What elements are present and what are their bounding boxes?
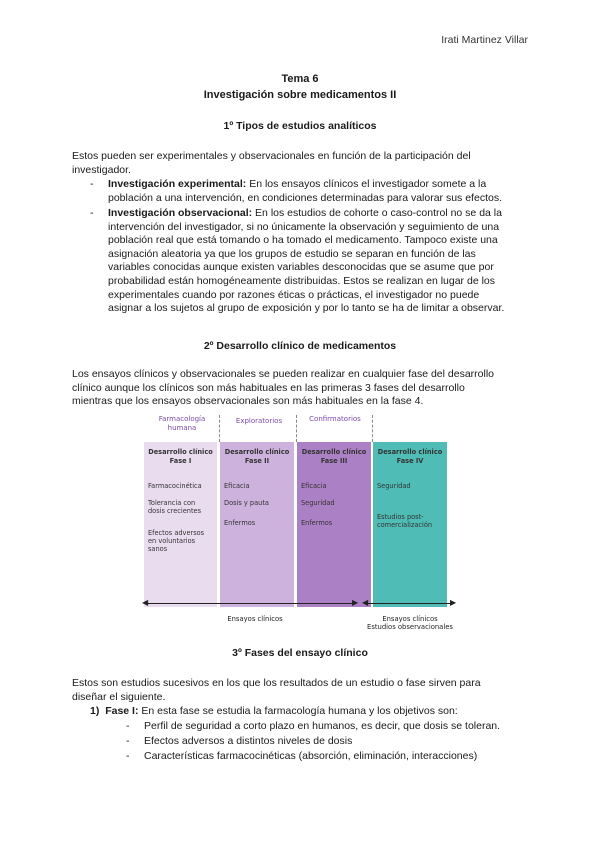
phase-column-title: Desarrollo clínico Fase IV bbox=[377, 448, 443, 465]
author-name: Irati Martinez Villar bbox=[441, 34, 528, 46]
bullet-text-line: En los ensayos clínicos el investigador somete a la bbox=[246, 178, 487, 190]
phase-column-title: Desarrollo clínico Fase III bbox=[301, 448, 367, 465]
section1-intro-line1: Estos pueden ser experimentales y observacionales en función de la participación del bbox=[72, 150, 471, 162]
phase-column-item: Seguridad bbox=[301, 499, 335, 507]
divider bbox=[296, 415, 297, 442]
section1-heading: 1º Tipos de estudios analíticos bbox=[223, 120, 377, 132]
axis-label-phase4-trials: Ensayos clínicos bbox=[382, 615, 438, 623]
item-number: 1) bbox=[90, 705, 100, 717]
phase-column-item: Estudios post-comercialización bbox=[377, 513, 433, 529]
bullet-dash: - bbox=[126, 735, 130, 747]
sub-bullet-text: Características farmacocinéticas (absorción, eliminación, interacciones) bbox=[144, 750, 478, 762]
phase-column-3 bbox=[297, 442, 371, 607]
section1-intro-line2: investigador. bbox=[72, 163, 131, 176]
axis-label-observational: Estudios observacionales bbox=[367, 623, 453, 631]
section3-heading: 3º Fases del ensayo clínico bbox=[232, 647, 368, 659]
phase-column-item: Enfermos bbox=[224, 519, 256, 527]
phase-column-item: Tolerancia con dosis crecientes bbox=[148, 499, 202, 515]
doc-title-topic: Tema 6 bbox=[281, 73, 319, 85]
phase-column-title: Desarrollo clínico Fase I bbox=[148, 448, 213, 465]
arrow-left-icon: ◀ bbox=[362, 598, 369, 607]
bullet-text-line: población real que está tomando o ha tomado el medicamento. Tampoco existe una bbox=[108, 234, 498, 247]
bullet-text-line: variables conocidas aunque existen variables desconocidas que se asume que por bbox=[108, 261, 494, 274]
bullet-text-line: intervención del investigador, si no únicamente la observación y seguimiento de una bbox=[108, 220, 500, 233]
item-label: Fase I: bbox=[105, 705, 139, 717]
phase-column-4 bbox=[373, 442, 447, 607]
bullet-text-line: experimentales cuando por razones éticas o prácticas, el investigador no puede bbox=[108, 288, 480, 301]
bullet-text-line: asignación aleatoria ya que los grupos de estudio se separan en función de las bbox=[108, 247, 476, 260]
bullet-dash: - bbox=[126, 750, 130, 762]
phase-type-exploratory: Exploratorios bbox=[235, 417, 283, 425]
bullet-text-line: probabilidad están homogéneamente distribuidas. Estos se realizan en lugar de los bbox=[108, 274, 495, 287]
item-text: En esta fase se estudia la farmacología humana y los objetivos son: bbox=[138, 705, 458, 717]
bullet-text-line: asignar a los sujetos al grupo de exposición y por lo tanto se ha de limitar a observar. bbox=[108, 302, 505, 315]
phase-column-item: Eficacia bbox=[301, 482, 327, 490]
section3-intro-line1: Estos son estudios sucesivos en los que los resultados de un estudio o fase sirven para bbox=[72, 677, 481, 689]
phase-column-item: Eficacia bbox=[224, 482, 250, 490]
phase-column-title: Desarrollo clínico Fase II bbox=[224, 448, 290, 465]
doc-title-subject: Investigación sobre medicamentos II bbox=[203, 89, 397, 101]
section2-heading: 2º Desarrollo clínico de medicamentos bbox=[203, 340, 397, 352]
divider bbox=[219, 415, 220, 442]
phase-type-human-pharmacology: Farmacología humana bbox=[158, 415, 206, 432]
numbered-item-phase1 bbox=[90, 705, 528, 719]
axis-label-clinical-trials: Ensayos clínicos bbox=[227, 615, 283, 623]
bullet-label: Investigación experimental: bbox=[108, 178, 247, 190]
section3-intro-line2: diseñar el siguiente. bbox=[72, 690, 166, 703]
clinical-development-diagram bbox=[140, 415, 470, 640]
bullet-dash: - bbox=[90, 207, 94, 219]
bullet-text-line: En los estudios de cohorte o caso-control no se da la bbox=[252, 207, 502, 219]
phase-column-2 bbox=[220, 442, 294, 607]
arrow-left-icon: ◀ bbox=[142, 598, 149, 607]
section3-intro bbox=[72, 677, 528, 704]
arrow-right-icon: ▶ bbox=[450, 598, 457, 607]
phase-column-item: Dosis y pauta bbox=[224, 499, 269, 507]
phase-column-item: Efectos adversos en voluntarios sanos bbox=[148, 529, 205, 553]
sub-bullet-text: Efectos adversos a distintos niveles de dosis bbox=[144, 735, 353, 747]
section2-line: mientras que los ensayos observacionales son más habituales en la fase 4. bbox=[72, 395, 424, 408]
arrow-right-icon: ▶ bbox=[352, 598, 359, 607]
section2-line: Los ensayos clínicos y observacionales se pueden realizar en cualquier fase del desarrollo bbox=[72, 368, 494, 380]
phase-type-confirmatory: Confirmatorios bbox=[309, 415, 361, 423]
bullet-dash: - bbox=[126, 720, 130, 732]
bullet-dash: - bbox=[90, 178, 94, 190]
bullet-label: Investigación observacional: bbox=[108, 207, 253, 219]
section2-paragraph bbox=[72, 368, 528, 409]
phase-column-item: Enfermos bbox=[301, 519, 333, 527]
sub-bullet-text: Perfil de seguridad a corto plazo en humanos, es decir, que dosis se toleran. bbox=[144, 720, 501, 732]
section1-intro bbox=[72, 150, 528, 177]
divider bbox=[372, 415, 373, 442]
phase-column-item: Seguridad bbox=[377, 482, 411, 490]
phase4-axis bbox=[368, 603, 454, 604]
phase-column-1 bbox=[144, 442, 217, 607]
clinical-trials-axis bbox=[148, 603, 356, 604]
phase-column-item: Farmacocinética bbox=[148, 482, 202, 490]
section2-line: clínico aunque los clínicos son más habituales en las primeras 3 fases del desarrollo bbox=[72, 381, 465, 394]
bullet-text-line: población a una intervención, en condiciones determinadas para valorar sus efectos. bbox=[108, 191, 502, 204]
